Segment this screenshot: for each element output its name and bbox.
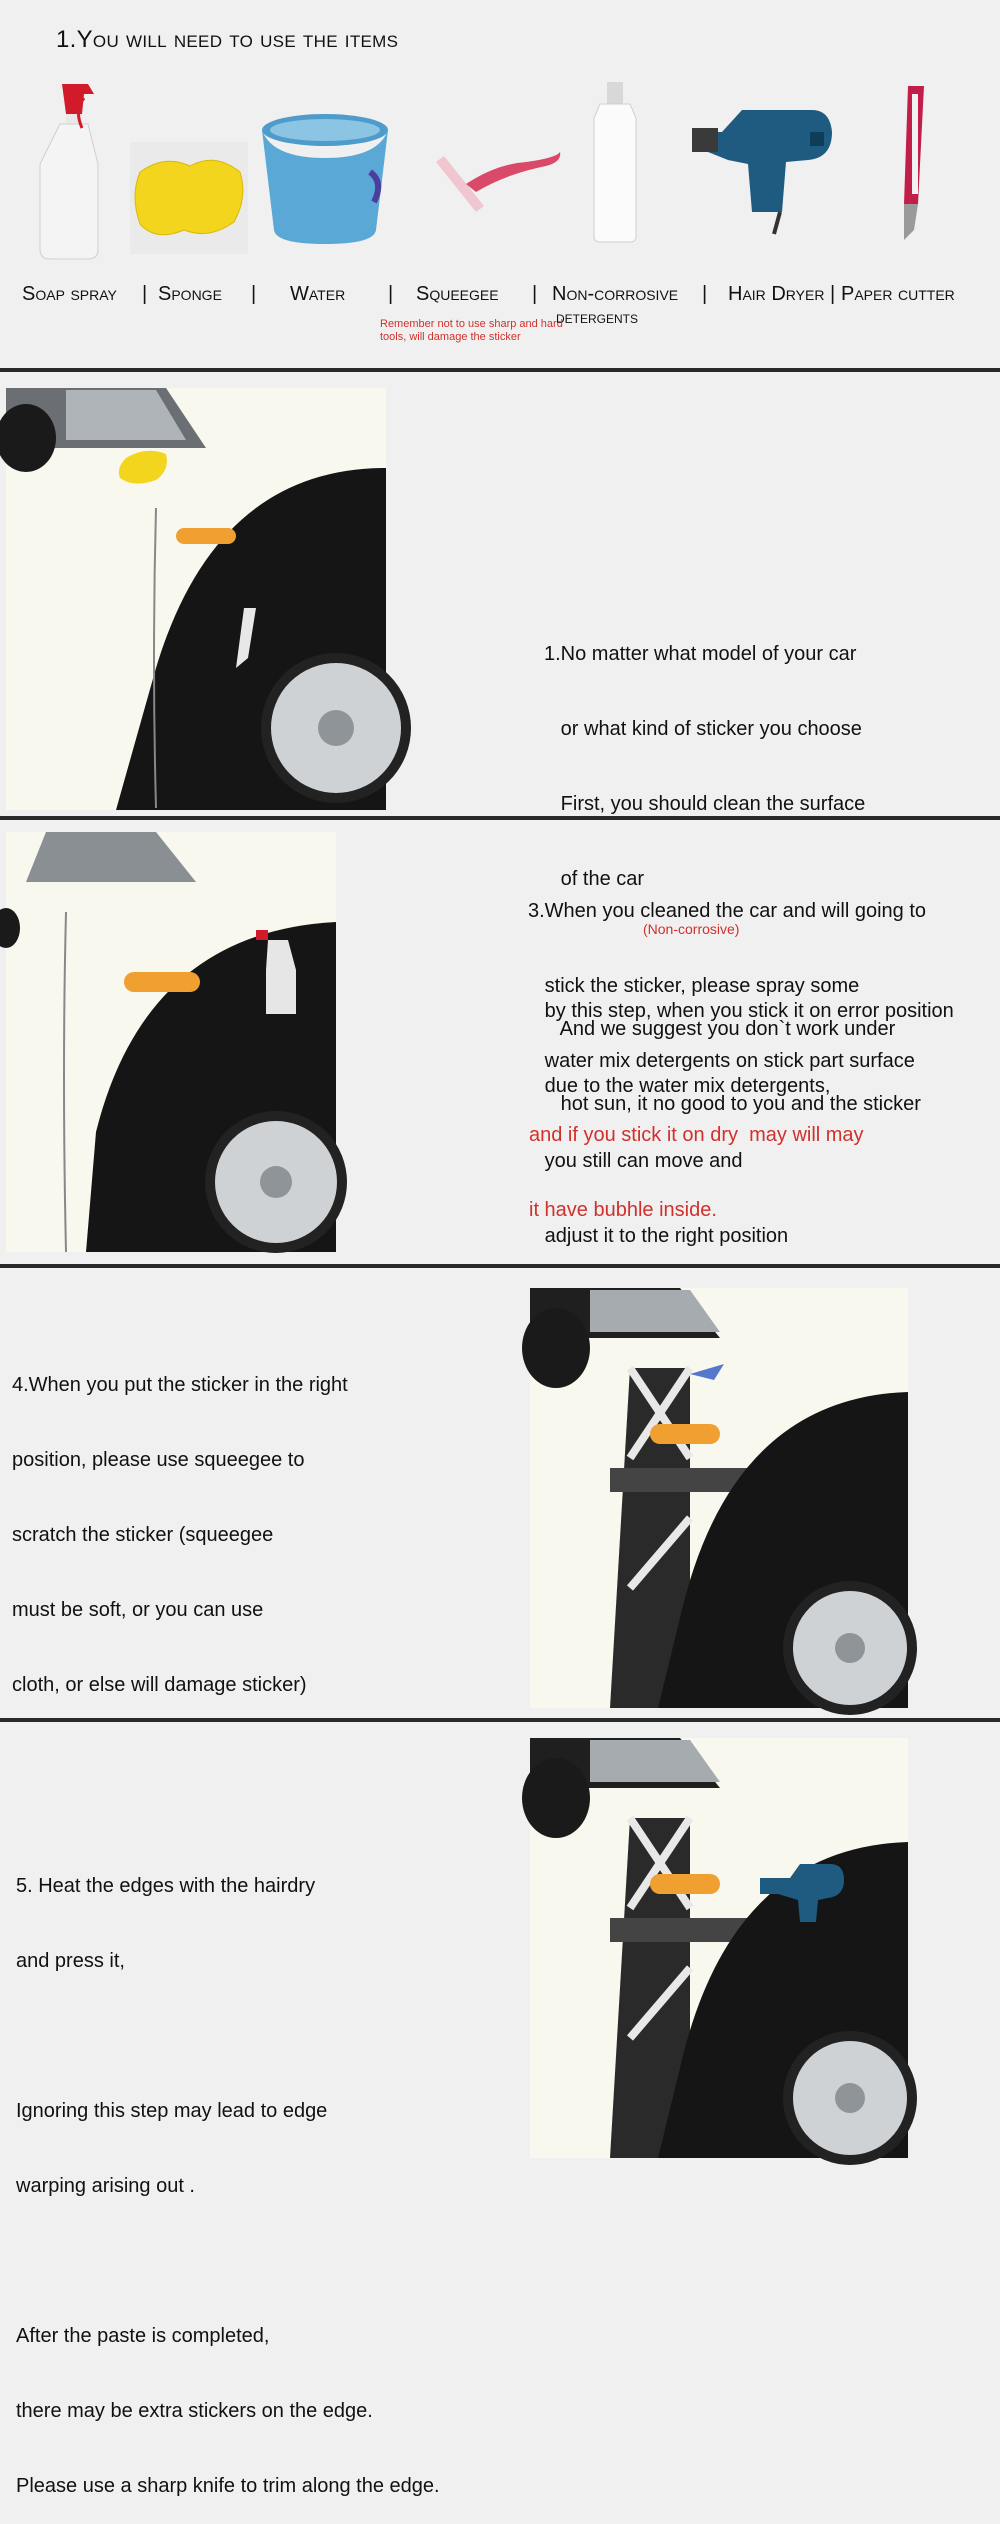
step1-line: 1.No matter what model of your car [544, 643, 857, 665]
section-divider [0, 1718, 1000, 1722]
tool-label-sponge: Sponge [158, 283, 222, 305]
step4-line: scratch the sticker (squeegee [12, 1524, 274, 1546]
step3-line: due to the water mix detergents, [528, 1075, 831, 1097]
step1-car-photo [6, 388, 386, 810]
separator: | [251, 283, 257, 305]
step3-line: water mix detergents on stick part surface [528, 1050, 915, 1072]
step1-line: And we suggest you don`t work under [544, 1018, 896, 1040]
separator: | [532, 283, 538, 305]
tool-label-water: Water [290, 283, 346, 305]
step5-line: After the paste is completed, [16, 2325, 270, 2347]
step3-line: adjust it to the right position [528, 1225, 789, 1247]
tool-label-detergents: detergents [556, 308, 639, 327]
tool-label-hair-dryer: Hair Dryer [728, 283, 825, 305]
section-divider [0, 1264, 1000, 1268]
step3-note: (Non-corrosive) [643, 921, 740, 937]
tool-label-soap-spray: Soap spray [22, 283, 117, 305]
step5-line: warping arising out . [16, 2175, 195, 2197]
step3-car-photo [6, 832, 336, 1252]
step5-line: there may be extra stickers on the edge. [16, 2400, 373, 2422]
tool-label-paper-cutter: Paper cutter [841, 283, 955, 305]
hair-dryer-icon [690, 98, 840, 238]
spray-bottle-icon [40, 82, 100, 257]
step1-line: First, you should clean the surface [544, 793, 866, 815]
step5-line: and press it, [16, 1950, 125, 1972]
section-divider [0, 368, 1000, 372]
tool-warning-note: Remember not to use sharp and hard tools, will damage the sticker [380, 318, 563, 343]
section-divider [0, 816, 1000, 820]
paper-cutter-icon [894, 84, 928, 244]
step3-line: stick the sticker, please spray some [528, 975, 860, 997]
step4-line: must be soft, or you can use [12, 1599, 264, 1621]
step4-line: 4.When you put the sticker in the right [12, 1374, 348, 1396]
step5-car-photo [530, 1738, 908, 2158]
step3-warning-line: and if you stick it on dry may will may [529, 1124, 864, 1146]
separator: | [830, 283, 836, 305]
step3-line: you still can move and [528, 1150, 743, 1172]
step4-line: position, please use squeegee to [12, 1449, 305, 1471]
step1-line: hot sun, it no good to you and the sticker [544, 1093, 921, 1115]
separator: | [142, 283, 148, 305]
tool-label-squeegee: Squeegee [416, 283, 499, 305]
detergent-bottle-icon [592, 82, 638, 242]
step3-line: 3.When you cleaned the car and will going to [528, 900, 927, 922]
step1-line: or what kind of sticker you choose [544, 718, 862, 740]
step5-line: Ignoring this step may lead to edge [16, 2100, 328, 2122]
separator: | [388, 283, 394, 305]
step4-text [12, 1323, 348, 1723]
step5-line: Please use a sharp knife to trim along the edge. [16, 2475, 440, 2497]
step3-warning [529, 1073, 864, 1248]
step4-line: cloth, or else will damage sticker) [12, 1674, 307, 1696]
step4-car-photo [530, 1288, 908, 1708]
sponge-icon [130, 142, 248, 254]
step5-line [16, 2249, 440, 2274]
step5-line: 5. Heat the edges with the hairdry [16, 1875, 316, 1897]
page-title: 1.You will need to use the items [56, 26, 399, 53]
step3-warning-line: it have bubhle inside. [529, 1199, 717, 1221]
squeegee-icon [436, 142, 560, 222]
separator: | [702, 283, 708, 305]
step5-text [16, 1824, 440, 2524]
tool-label-non-corrosive: Non-corrosive [552, 283, 679, 305]
bucket-icon [260, 112, 390, 247]
step1-line: of the car [544, 868, 645, 890]
step5-line [16, 2024, 440, 2049]
step3-line: by this step, when you stick it on error position [528, 1000, 954, 1022]
